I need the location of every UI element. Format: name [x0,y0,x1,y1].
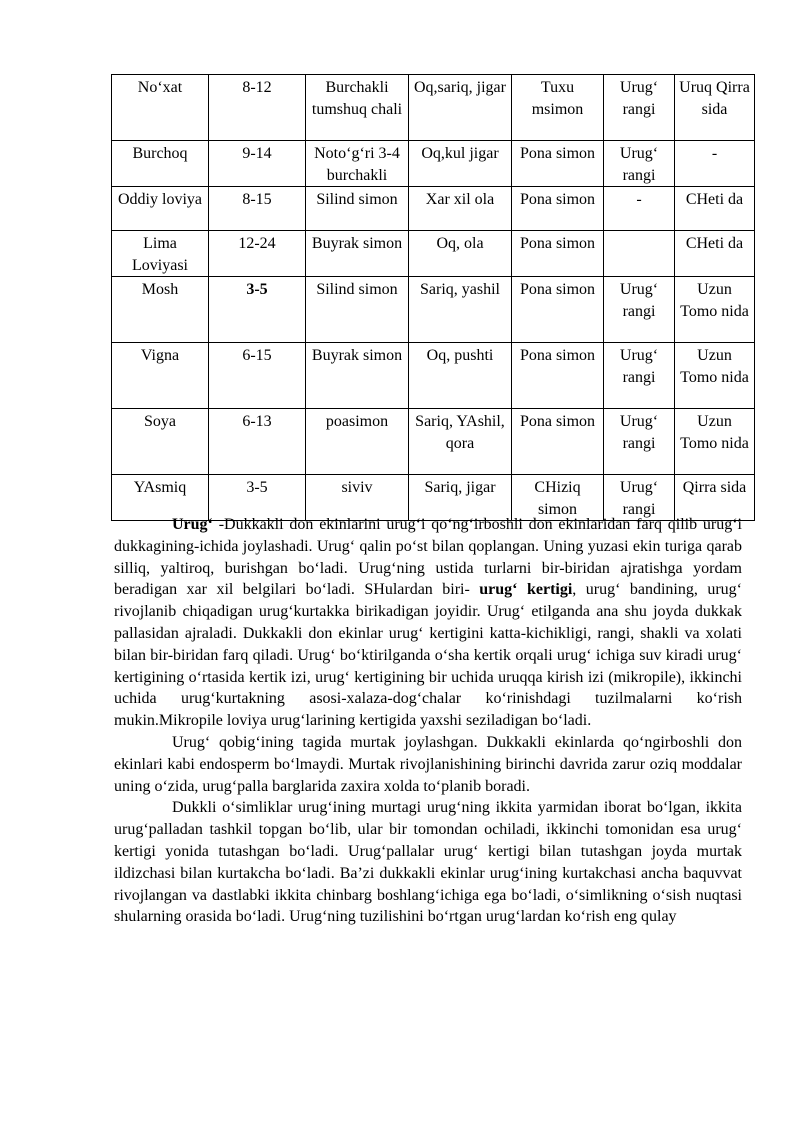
table-cell: Uzun Tomo nida [675,343,755,409]
table-cell: Oq,sariq, jigar [409,75,512,141]
table-row [112,75,755,141]
table-cell: 8-15 [209,187,306,231]
table-cell: Uzun Tomo nida [675,277,755,343]
paragraph-text: -Dukkakli don ekinlarini urug‘i qo‘ng‘irboshli don ekinlaridan farq qilib urug‘i dukkagining-ichida joylashadi. Urug‘ qalin po‘st bilan qoplangan. Uning yuzasi ekin turiga qarab silliq, yaltiroq, burishgan bo‘ladi. Urug‘ning ustida turlarni bir-biridan ajratishga yordam beradigan xar xil belgilari bo‘ladi. SHulardan biri- [114,516,742,599]
table-cell: 9-14 [209,141,306,187]
table-cell: Lima Loviyasi [112,231,209,277]
table-cell: Silind simon [306,187,409,231]
table-cell: Pona simon [512,231,604,277]
paragraph: Dukkli o‘simliklar urug‘ining murtagi urug‘ning ikkita yarmidan iborat bo‘lgan, ikkita urug‘palladan tashkil topgan bo‘lib, ular bir tomondan ochiladi, ikkinchi tomonidan esa urug‘ kertigi yonida tutashgan bo‘ladi. Urug‘pallalar urug‘ kertigi bilan tutashgan joyda murtak ildizchasi bilan kurtakcha bo‘ladi. Ba’zi dukkakli ekinlar urug‘ining kurtakchasi ancha baquvvat rivojlangan va dastlabki ikkita chinbarg boshlang‘ichiga ega bo‘ladi, o‘simlikning o‘sish nuqtasi shularning orasida bo‘ladi. Urug‘ning tuzilishini bo‘rtgan urug‘lardan ko‘rish eng qulay [114,799,742,926]
table-cell: Urug‘ rangi [604,141,675,187]
table-row [112,141,755,187]
table-cell: Urug‘ rangi [604,75,675,141]
table-cell: poasimon [306,409,409,475]
table-row [112,231,755,277]
table-row [112,187,755,231]
table-cell: Soya [112,409,209,475]
table-cell: Sariq, yashil [409,277,512,343]
table-cell: Qirra sida [675,475,755,521]
table-cell: Pona simon [512,277,604,343]
table-cell: siviv [306,475,409,521]
table-cell: Pona simon [512,343,604,409]
table-cell: 6-13 [209,409,306,475]
table-cell: 12-24 [209,231,306,277]
table-cell: Burchoq [112,141,209,187]
table-cell: Buyrak simon [306,231,409,277]
table-cell: 3-5 [209,475,306,521]
table-cell: Noto‘g‘ri 3-4 burchakli [306,141,409,187]
body-text [114,514,742,928]
table-cell: Pona simon [512,187,604,231]
table-cell: Sariq, jigar [409,475,512,521]
paragraph-text: , urug‘ bandining, urug‘ rivojlanib chiqadigan urug‘kurtakka birikadigan joyidir. Urug‘ etilganda ana shu joyda dukkak pallasidan ajraladi. Dukkakli don ekinlar urug‘ kertigini katta-kichikligi, rangi, shakli va xolati bilan bir-biridan farq qiladi. Urug‘ bo‘ktirilganda o‘sha kertik orqali urug‘ ichiga suv kiradi urug‘ kertigining o‘rtasida kertik izi, urug‘ kertigining bir uchida uruqqa kirish izi (mikropile), ikkinchi uchida urug‘kurtakning asosi-xalaza-dog‘chalar ko‘rinishdagi tuzilmalarni ko‘rish mukin.Mikropile loviya urug‘larining kertigida yaxshi seziladigan bo‘ladi. [114,581,742,730]
table-cell: CHeti da [675,231,755,277]
table-cell: Uruq Qirra sida [675,75,755,141]
table-cell: Uzun Tomo nida [675,409,755,475]
table-row [112,277,755,343]
table-cell: Oq, pushti [409,343,512,409]
table-cell: Pona simon [512,409,604,475]
table-row [112,409,755,475]
table-cell: Sariq, YAshil, qora [409,409,512,475]
table-cell: CHiziq simon [512,475,604,521]
term-urug-kertigi: urug‘ kertigi [479,581,573,599]
table-cell: YAsmiq [112,475,209,521]
table-cell: 8-12 [209,75,306,141]
table-cell: Urug‘ rangi [604,343,675,409]
table-cell: CHeti da [675,187,755,231]
table-cell: Oddiy loviya [112,187,209,231]
table-cell: - [604,187,675,231]
paragraph [114,514,742,732]
term-urug: Urug‘ [172,516,213,533]
table-cell: 6-15 [209,343,306,409]
table-cell: Mosh [112,277,209,343]
legume-characteristics-table [111,74,755,521]
table-cell: Urug‘ rangi [604,475,675,521]
table-cell: 3-5 [209,277,306,343]
table-row [112,343,755,409]
table-cell: Xar xil ola [409,187,512,231]
table-cell: Silind simon [306,277,409,343]
table-cell: Buyrak simon [306,343,409,409]
table-cell: Oq,kul jigar [409,141,512,187]
paragraph: Urug‘ qobig‘ining tagida murtak joylashgan. Dukkakli ekinlarda qo‘ngirboshli don ekinlari kabi endosperm bo‘lmaydi. Murtak rivojlanishining birinchi davrida zarur oziq moddalar uning o‘zida, urug‘palla barglarida zaxira xolda to‘planib boradi. [114,733,742,795]
table-cell: Pona simon [512,141,604,187]
table-cell: - [675,141,755,187]
table-cell: Oq, ola [409,231,512,277]
table-cell [604,231,675,277]
table-cell: Vigna [112,343,209,409]
table-cell: No‘xat [112,75,209,141]
table-cell: Urug‘ rangi [604,409,675,475]
table-cell: Urug‘ rangi [604,277,675,343]
table-cell: Burchakli tumshuq chali [306,75,409,141]
table-cell: Tuxu msimon [512,75,604,141]
